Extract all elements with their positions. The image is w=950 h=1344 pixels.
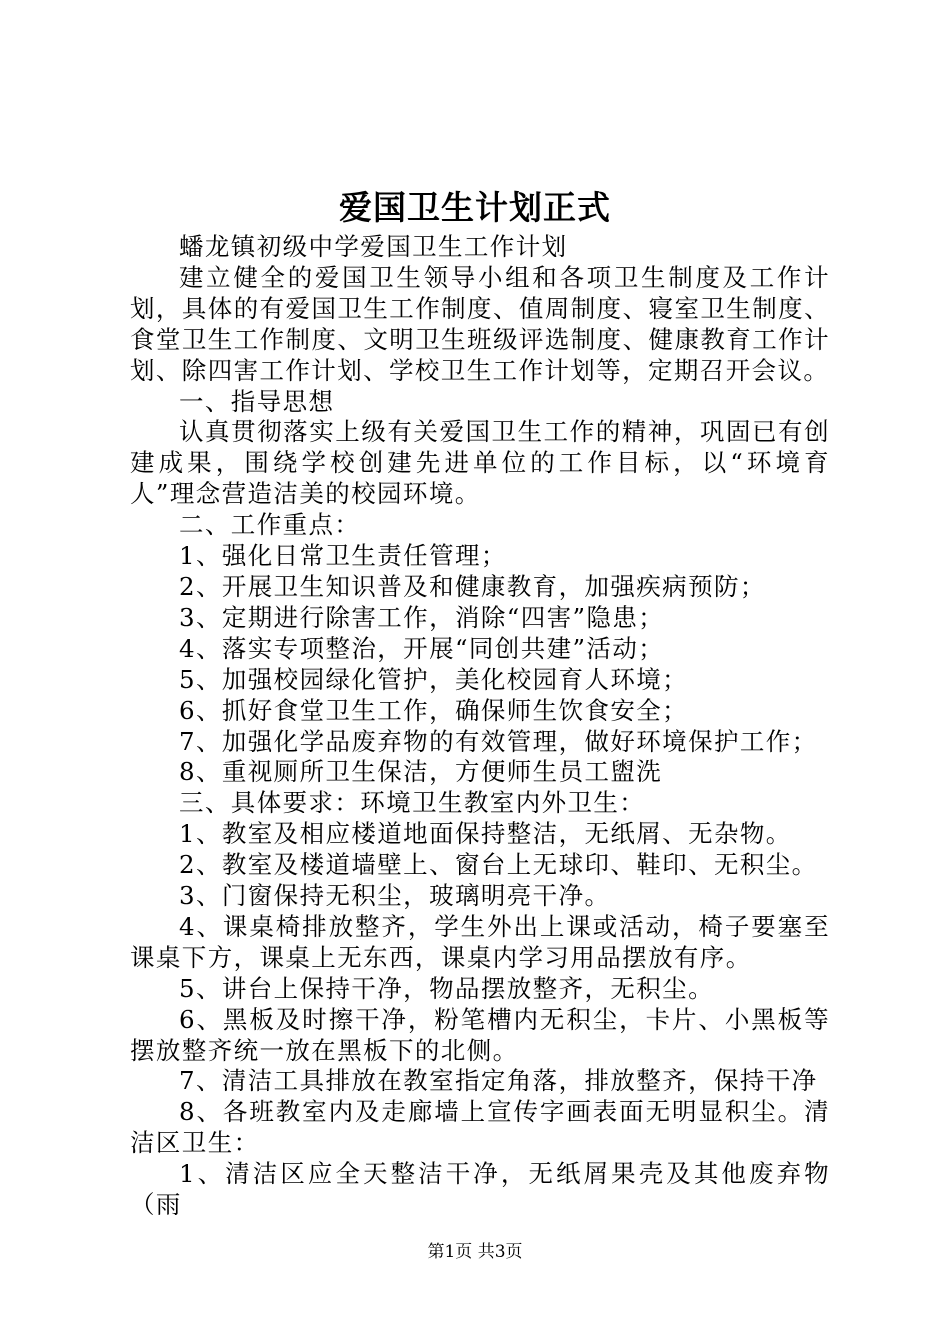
list-item: 3、门窗保持无积尘，玻璃明亮干净。 xyxy=(179,881,611,911)
paragraph: 蟠龙镇初级中学爱国卫生工作计划 xyxy=(179,232,568,261)
list-item: 1、教室及相应楼道地面保持整洁，无纸屑、无杂物。 xyxy=(179,819,792,849)
list-item: 5、讲台上保持干净，物品摆放整齐，无积尘。 xyxy=(179,973,714,1003)
page-footer: 第1页 共3页 xyxy=(427,1242,523,1262)
list-item: 6、抓好食堂卫生工作，确保师生饮食安全； xyxy=(179,695,689,725)
list-item: 2、开展卫生知识普及和健康教育，加强疾病预防； xyxy=(179,571,766,601)
list-item: 5、加强校园绿化管护，美化校园育人环境； xyxy=(179,664,689,694)
list-item: 2、教室及楼道墙壁上、窗台上无球印、鞋印、无积尘。 xyxy=(179,850,818,880)
section-heading: 二、工作重点： xyxy=(179,510,361,540)
document-body xyxy=(130,232,830,1221)
list-item: 1、强化日常卫生责任管理； xyxy=(179,541,507,571)
list-item: 7、清洁工具排放在教室指定角落，排放整齐，保持干净 xyxy=(179,1066,818,1096)
list-item: 4、落实专项整治，开展“同创共建”活动； xyxy=(179,633,665,663)
paragraph: 认真贯彻落实上级有关爱国卫生工作的精神，巩固已有创建成果，围绕学校创建先进单位的工作目标，以“环境育人”理念营造洁美的校园环境。 xyxy=(130,417,830,509)
list-item: 8、各班教室内及走廊墙上宣传字画表面无明显积尘。清洁区卫生： xyxy=(130,1097,830,1158)
list-item: 6、黑板及时擦干净，粉笔槽内无积尘，卡片、小黑板等摆放整齐统一放在黑板下的北侧。 xyxy=(130,1004,830,1065)
list-item: 1、清洁区应全天整洁干净，无纸屑果壳及其他废弃物（雨 xyxy=(130,1159,830,1220)
document-title: 爱国卫生计划正式 xyxy=(339,188,611,227)
section-heading: 三、具体要求：环境卫生教室内外卫生： xyxy=(179,788,646,818)
list-item: 4、课桌椅排放整齐，学生外出上课或活动，椅子要塞至课桌下方，课桌上无东西，课桌内学习用品摆放有序。 xyxy=(130,911,830,972)
list-item: 7、加强化学品废弃物的有效管理，做好环境保护工作； xyxy=(179,726,818,756)
list-item: 3、定期进行除害工作，消除“四害”隐患； xyxy=(179,602,665,632)
list-item: 8、重视厕所卫生保洁，方便师生员工盥洗 xyxy=(179,757,663,787)
section-heading: 一、指导思想 xyxy=(179,386,335,416)
paragraph: 建立健全的爱国卫生领导小组和各项卫生制度及工作计划，具体的有爱国卫生工作制度、值周制度、寝室卫生制度、食堂卫生工作制度、文明卫生班级评选制度、健康教育工作计划、除四害工作计划、学校卫生工作计划等，定期召开会议。 xyxy=(130,262,830,385)
